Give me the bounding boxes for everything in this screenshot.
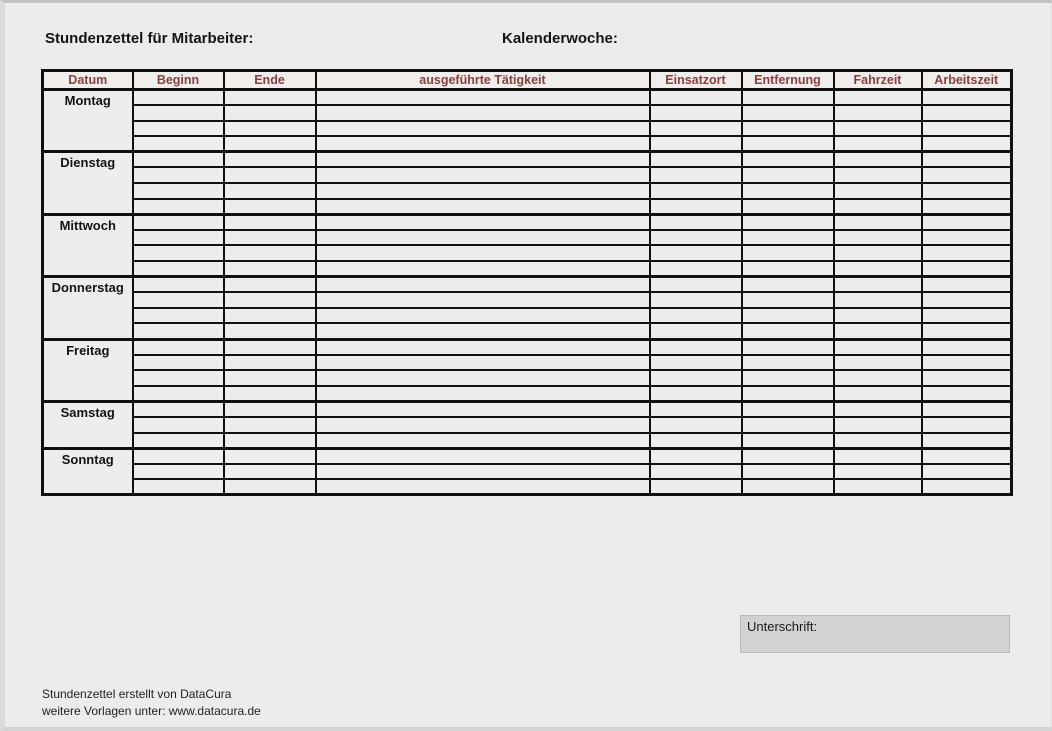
entry-cell[interactable] bbox=[224, 370, 316, 386]
entry-cell[interactable] bbox=[834, 183, 922, 199]
entry-cell[interactable] bbox=[834, 136, 922, 152]
entry-cell[interactable] bbox=[133, 152, 224, 168]
entry-cell[interactable] bbox=[224, 323, 316, 339]
entry-cell[interactable] bbox=[834, 433, 922, 449]
entry-cell[interactable] bbox=[742, 323, 834, 339]
entry-cell[interactable] bbox=[834, 105, 922, 121]
entry-cell[interactable] bbox=[922, 464, 1012, 480]
entry-cell[interactable] bbox=[834, 90, 922, 106]
entry-cell[interactable] bbox=[742, 417, 834, 433]
entry-cell[interactable] bbox=[650, 448, 742, 464]
entry-cell[interactable] bbox=[742, 308, 834, 324]
entry-cell[interactable] bbox=[742, 199, 834, 215]
entry-cell[interactable] bbox=[224, 417, 316, 433]
entry-row bbox=[43, 323, 1012, 339]
entry-cell[interactable] bbox=[650, 370, 742, 386]
entry-cell[interactable] bbox=[316, 386, 650, 402]
entry-cell[interactable] bbox=[650, 230, 742, 246]
entry-row bbox=[43, 355, 1012, 371]
timesheet-table bbox=[41, 69, 1013, 496]
entry-cell[interactable] bbox=[316, 245, 650, 261]
entry-cell[interactable] bbox=[650, 277, 742, 293]
entry-cell[interactable] bbox=[316, 199, 650, 215]
entry-cell[interactable] bbox=[834, 199, 922, 215]
entry-cell[interactable] bbox=[922, 401, 1012, 417]
entry-cell[interactable] bbox=[650, 323, 742, 339]
entry-cell[interactable] bbox=[133, 292, 224, 308]
entry-cell[interactable] bbox=[922, 90, 1012, 106]
entry-cell[interactable] bbox=[316, 167, 650, 183]
entry-cell[interactable] bbox=[834, 323, 922, 339]
entry-cell[interactable] bbox=[922, 277, 1012, 293]
entry-cell[interactable] bbox=[742, 261, 834, 277]
entry-row bbox=[43, 433, 1012, 449]
entry-cell[interactable] bbox=[224, 121, 316, 137]
entry-cell[interactable] bbox=[834, 167, 922, 183]
entry-cell[interactable] bbox=[316, 121, 650, 137]
entry-cell[interactable] bbox=[316, 417, 650, 433]
entry-row bbox=[43, 292, 1012, 308]
entry-cell[interactable] bbox=[742, 464, 834, 480]
entry-cell[interactable] bbox=[316, 448, 650, 464]
entry-cell[interactable] bbox=[922, 230, 1012, 246]
signature-label: Unterschrift: bbox=[747, 619, 818, 634]
page-title: Stundenzettel für Mitarbeiter: bbox=[45, 30, 254, 47]
entry-cell[interactable] bbox=[650, 199, 742, 215]
entry-cell[interactable] bbox=[224, 105, 316, 121]
entry-cell[interactable] bbox=[834, 245, 922, 261]
entry-cell[interactable] bbox=[316, 105, 650, 121]
entry-row bbox=[43, 245, 1012, 261]
entry-row bbox=[43, 183, 1012, 199]
entry-row bbox=[43, 199, 1012, 215]
entry-cell[interactable] bbox=[922, 417, 1012, 433]
entry-cell[interactable] bbox=[922, 152, 1012, 168]
footer-credit-line: Stundenzettel erstellt von DataCura bbox=[42, 687, 232, 701]
day-cell-samstag: Samstag bbox=[43, 401, 133, 448]
entry-cell[interactable] bbox=[742, 214, 834, 230]
entry-cell[interactable] bbox=[922, 292, 1012, 308]
entry-cell[interactable] bbox=[742, 245, 834, 261]
entry-cell[interactable] bbox=[224, 448, 316, 464]
entry-cell[interactable] bbox=[316, 339, 650, 355]
entry-cell[interactable] bbox=[133, 448, 224, 464]
entry-row bbox=[43, 121, 1012, 137]
entry-cell[interactable] bbox=[742, 277, 834, 293]
entry-cell[interactable] bbox=[316, 401, 650, 417]
entry-cell[interactable] bbox=[922, 433, 1012, 449]
entry-cell[interactable] bbox=[224, 339, 316, 355]
column-header-ende: Ende bbox=[224, 71, 316, 90]
entry-cell[interactable] bbox=[650, 214, 742, 230]
entry-cell[interactable] bbox=[133, 261, 224, 277]
entry-cell[interactable] bbox=[922, 261, 1012, 277]
entry-cell[interactable] bbox=[133, 105, 224, 121]
entry-cell[interactable] bbox=[224, 308, 316, 324]
entry-cell[interactable] bbox=[922, 386, 1012, 402]
entry-cell[interactable] bbox=[133, 479, 224, 495]
entry-cell[interactable] bbox=[133, 245, 224, 261]
day-cell-mittwoch: Mittwoch bbox=[43, 214, 133, 276]
entry-cell[interactable] bbox=[922, 355, 1012, 371]
entry-cell[interactable] bbox=[133, 214, 224, 230]
entry-cell[interactable] bbox=[650, 479, 742, 495]
entry-cell[interactable] bbox=[316, 152, 650, 168]
entry-cell[interactable] bbox=[742, 136, 834, 152]
timesheet-table-wrap bbox=[41, 69, 1013, 496]
entry-cell[interactable] bbox=[316, 214, 650, 230]
entry-cell[interactable] bbox=[834, 339, 922, 355]
entry-cell[interactable] bbox=[742, 167, 834, 183]
column-header-arbeitszeit: Arbeitszeit bbox=[922, 71, 1012, 90]
entry-cell[interactable] bbox=[922, 308, 1012, 324]
entry-cell[interactable] bbox=[316, 355, 650, 371]
day-cell-donnerstag: Donnerstag bbox=[43, 277, 133, 339]
entry-cell[interactable] bbox=[650, 355, 742, 371]
entry-cell[interactable] bbox=[224, 479, 316, 495]
entry-row bbox=[43, 90, 1012, 106]
entry-row bbox=[43, 370, 1012, 386]
entry-cell[interactable] bbox=[316, 136, 650, 152]
entry-cell[interactable] bbox=[224, 355, 316, 371]
entry-cell[interactable] bbox=[650, 308, 742, 324]
entry-cell[interactable] bbox=[742, 339, 834, 355]
entry-cell[interactable] bbox=[133, 90, 224, 106]
entry-row bbox=[43, 277, 1012, 293]
entry-cell[interactable] bbox=[922, 370, 1012, 386]
entry-cell[interactable] bbox=[650, 105, 742, 121]
entry-cell[interactable] bbox=[133, 323, 224, 339]
entry-cell[interactable] bbox=[922, 183, 1012, 199]
entry-row bbox=[43, 261, 1012, 277]
entry-cell[interactable] bbox=[834, 230, 922, 246]
entry-cell[interactable] bbox=[922, 214, 1012, 230]
entry-cell[interactable] bbox=[650, 433, 742, 449]
entry-cell[interactable] bbox=[742, 479, 834, 495]
entry-row bbox=[43, 105, 1012, 121]
entry-cell[interactable] bbox=[650, 136, 742, 152]
entry-cell[interactable] bbox=[316, 308, 650, 324]
entry-cell[interactable] bbox=[742, 386, 834, 402]
entry-cell[interactable] bbox=[742, 433, 834, 449]
entry-cell[interactable] bbox=[650, 167, 742, 183]
entry-cell[interactable] bbox=[650, 401, 742, 417]
entry-row bbox=[43, 448, 1012, 464]
entry-cell[interactable] bbox=[650, 245, 742, 261]
entry-cell[interactable] bbox=[922, 323, 1012, 339]
entry-cell[interactable] bbox=[133, 370, 224, 386]
entry-row bbox=[43, 214, 1012, 230]
column-header-fahrzeit: Fahrzeit bbox=[834, 71, 922, 90]
entry-cell[interactable] bbox=[922, 479, 1012, 495]
entry-cell[interactable] bbox=[922, 167, 1012, 183]
entry-cell[interactable] bbox=[316, 90, 650, 106]
entry-cell[interactable] bbox=[742, 105, 834, 121]
entry-cell[interactable] bbox=[922, 105, 1012, 121]
entry-cell[interactable] bbox=[650, 183, 742, 199]
entry-cell[interactable] bbox=[133, 277, 224, 293]
entry-cell[interactable] bbox=[133, 355, 224, 371]
entry-cell[interactable] bbox=[316, 370, 650, 386]
entry-cell[interactable] bbox=[224, 230, 316, 246]
entry-cell[interactable] bbox=[224, 277, 316, 293]
footer bbox=[42, 686, 261, 720]
column-header-beginn: Beginn bbox=[133, 71, 224, 90]
entry-row bbox=[43, 401, 1012, 417]
entry-cell[interactable] bbox=[742, 121, 834, 137]
entry-cell[interactable] bbox=[834, 214, 922, 230]
entry-cell[interactable] bbox=[133, 464, 224, 480]
entry-cell[interactable] bbox=[133, 136, 224, 152]
entry-cell[interactable] bbox=[224, 464, 316, 480]
entry-cell[interactable] bbox=[742, 448, 834, 464]
entry-cell[interactable] bbox=[922, 448, 1012, 464]
entry-cell[interactable] bbox=[133, 121, 224, 137]
entry-cell[interactable] bbox=[133, 386, 224, 402]
entry-cell[interactable] bbox=[133, 199, 224, 215]
entry-cell[interactable] bbox=[650, 386, 742, 402]
entry-cell[interactable] bbox=[224, 433, 316, 449]
entry-cell[interactable] bbox=[922, 245, 1012, 261]
entry-cell[interactable] bbox=[742, 370, 834, 386]
entry-cell[interactable] bbox=[742, 230, 834, 246]
entry-cell[interactable] bbox=[650, 152, 742, 168]
entry-cell[interactable] bbox=[834, 386, 922, 402]
entry-cell[interactable] bbox=[650, 292, 742, 308]
entry-row bbox=[43, 417, 1012, 433]
entry-cell[interactable] bbox=[316, 183, 650, 199]
entry-row bbox=[43, 230, 1012, 246]
entry-row bbox=[43, 308, 1012, 324]
entry-cell[interactable] bbox=[224, 386, 316, 402]
entry-cell[interactable] bbox=[834, 370, 922, 386]
entry-cell[interactable] bbox=[922, 199, 1012, 215]
entry-cell[interactable] bbox=[133, 417, 224, 433]
entry-cell[interactable] bbox=[133, 339, 224, 355]
entry-cell[interactable] bbox=[224, 152, 316, 168]
entry-row bbox=[43, 167, 1012, 183]
header-row bbox=[43, 71, 1012, 90]
entry-cell[interactable] bbox=[316, 230, 650, 246]
entry-cell[interactable] bbox=[742, 292, 834, 308]
entry-cell[interactable] bbox=[650, 417, 742, 433]
entry-cell[interactable] bbox=[316, 277, 650, 293]
entry-cell[interactable] bbox=[224, 167, 316, 183]
entry-cell[interactable] bbox=[834, 152, 922, 168]
entry-cell[interactable] bbox=[224, 183, 316, 199]
entry-cell[interactable] bbox=[834, 355, 922, 371]
day-cell-dienstag: Dienstag bbox=[43, 152, 133, 214]
entry-cell[interactable] bbox=[316, 479, 650, 495]
entry-cell[interactable] bbox=[742, 401, 834, 417]
entry-cell[interactable] bbox=[650, 121, 742, 137]
entry-row bbox=[43, 136, 1012, 152]
day-cell-montag: Montag bbox=[43, 90, 133, 152]
column-header-datum: Datum bbox=[43, 71, 133, 90]
entry-cell[interactable] bbox=[224, 261, 316, 277]
entry-cell[interactable] bbox=[224, 292, 316, 308]
day-cell-sonntag: Sonntag bbox=[43, 448, 133, 495]
entry-row bbox=[43, 339, 1012, 355]
entry-cell[interactable] bbox=[133, 230, 224, 246]
entry-cell[interactable] bbox=[834, 121, 922, 137]
entry-cell[interactable] bbox=[834, 479, 922, 495]
entry-cell[interactable] bbox=[224, 245, 316, 261]
entry-row bbox=[43, 386, 1012, 402]
entry-cell[interactable] bbox=[650, 90, 742, 106]
entry-cell[interactable] bbox=[316, 433, 650, 449]
calendar-week-label: Kalenderwoche: bbox=[502, 30, 618, 47]
entry-cell[interactable] bbox=[224, 136, 316, 152]
entry-cell[interactable] bbox=[650, 339, 742, 355]
entry-cell[interactable] bbox=[316, 323, 650, 339]
entry-cell[interactable] bbox=[922, 339, 1012, 355]
entry-cell[interactable] bbox=[133, 167, 224, 183]
entry-cell[interactable] bbox=[133, 183, 224, 199]
entry-cell[interactable] bbox=[224, 214, 316, 230]
entry-cell[interactable] bbox=[224, 199, 316, 215]
entry-cell[interactable] bbox=[834, 277, 922, 293]
entry-cell[interactable] bbox=[133, 308, 224, 324]
column-header-taetigkeit: ausgeführte Tätigkeit bbox=[316, 71, 650, 90]
entry-cell[interactable] bbox=[922, 136, 1012, 152]
entry-cell[interactable] bbox=[316, 292, 650, 308]
entry-cell[interactable] bbox=[650, 464, 742, 480]
entry-cell[interactable] bbox=[224, 90, 316, 106]
column-header-entfernung: Entfernung bbox=[742, 71, 834, 90]
entry-cell[interactable] bbox=[834, 448, 922, 464]
entry-cell[interactable] bbox=[742, 152, 834, 168]
entry-cell[interactable] bbox=[834, 417, 922, 433]
entry-row bbox=[43, 464, 1012, 480]
column-header-einsatzort: Einsatzort bbox=[650, 71, 742, 90]
entry-cell[interactable] bbox=[834, 261, 922, 277]
entry-cell[interactable] bbox=[224, 401, 316, 417]
entry-cell[interactable] bbox=[922, 121, 1012, 137]
signature-box[interactable] bbox=[740, 615, 1010, 653]
entry-cell[interactable] bbox=[742, 355, 834, 371]
footer-vorlagen-line: weitere Vorlagen unter: www.datacura.de bbox=[42, 704, 261, 718]
entry-cell[interactable] bbox=[742, 90, 834, 106]
entry-cell[interactable] bbox=[834, 308, 922, 324]
entry-cell[interactable] bbox=[834, 401, 922, 417]
entry-cell[interactable] bbox=[834, 292, 922, 308]
entry-cell[interactable] bbox=[316, 261, 650, 277]
entry-cell[interactable] bbox=[133, 401, 224, 417]
entry-cell[interactable] bbox=[834, 464, 922, 480]
entry-row bbox=[43, 479, 1012, 495]
day-cell-freitag: Freitag bbox=[43, 339, 133, 401]
entry-cell[interactable] bbox=[133, 433, 224, 449]
entry-cell[interactable] bbox=[742, 183, 834, 199]
entry-cell[interactable] bbox=[316, 464, 650, 480]
entry-cell[interactable] bbox=[650, 261, 742, 277]
entry-row bbox=[43, 152, 1012, 168]
